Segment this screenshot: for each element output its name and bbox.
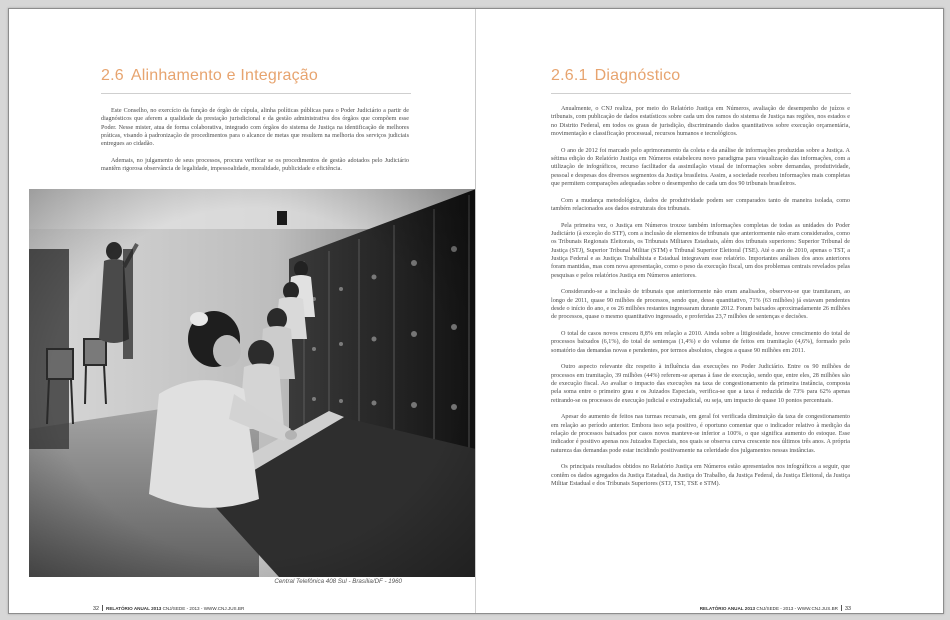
section-number: 2.6.1 [551,67,588,84]
paragraph: Ademais, no julgamento de seus processos, procura verificar se os procedimentos de gestão adotados pelo Judiciário mantêm rigorosa observância de legalidade, impessoalidade, moralidade, publicidade e eficiência. [101,158,409,173]
paragraph: Pela primeira vez, o Justiça em Números trouxe também informações completas de todas as unidades do Poder Judiciário (à exceção do STF), com a inclusão de elementos de tribunais que anteriormente não eram considerados, como os Tribunais Regionais Eleitorais, os Tribunais Militares Estaduais, além dos tribunais superiores: Superior Tribunal de Justiça (STJ), Superior Tribunal Militar (STM) e Tribunal Superior Eleitoral (TSE). Até o ano de 2010, apenas o TST, a Justiça Federal e as Justiças Trabalhista e Estadual integravam esse relatório. Importantes análises dos anos anteriores foram mantidas, mas com nova apresentação, como o peso da execução fiscal, um dos problemas centrais revelados pelas pesquisas e pelos relatórios Justiça em Números anteriores. [551,222,850,279]
magazine-spread [8,8,944,614]
paragraph: Este Conselho, no exercício da função de órgão de cúpula, alinha políticas públicas para o Poder Judiciário a partir de diagnósticos que aferem a qualidade da prestação jurisdicional e da gestão administrativa dos órgãos que compõem esse Poder. Nesse mister, atua de forma colaborativa, integrado com órgãos do sistema de Justiça na identificação de melhores práticas, visando à padronização de procedimentos para o alcance de metas que resultem na melhoria dos serviços judiciais entregues ao cidadão. [101,108,409,148]
footer-separator [841,605,842,611]
section-heading-2-6-1 [551,67,680,85]
historic-photo [29,189,476,577]
section-title: Alinhamento e Integração [130,67,318,84]
paragraph: Apesar do aumento de feitos nas turmas recursais, em geral foi verificada diminuição da taxa de congestionamento em relação ao período anterior. Embora isso seja positivo, é oportuno comentar que o indicador relativo à medição da relação de processos baixados por casos novos manteve-se inferior a 100%, o que significa aumento do estoque. Esse indicador é positivo apenas nos Juizados Especiais, nos quais se observa curva crescente nos últimos três anos. A própria natureza das demandas pode estar incidindo positivamente na celeridade dos julgamentos nessas instâncias. [551,414,850,454]
paragraph: Outro aspecto relevante diz respeito à influência das execuções no Poder Judiciário. Entre os 90 milhões de processos em tramitação, 39 milhões (44%) referem-se apenas à fase de execução, sendo que, entre eles, 28 milhões são de execução fiscal. Ao avaliar o impacto das execuções na taxa de congestionamento da primeira instância, composta pela soma entre o primeiro grau e os Juizados Especiais, verifica-se que a taxa é reduzida de 73% para 62% apenas retirando-se os processos de execução judicial e extrajudicial, ou seja, um impacto de quase 10 pontos percentuais. [551,364,850,404]
paragraph: Anualmente, o CNJ realiza, por meio do Relatório Justiça em Números, avaliação de desempenho de juízos e tribunais, com publicação de dados estatísticos sobre cada um dos ramos do sistema de Justiça nas regiões, nos estados e no Distrito Federal, em todos os graus de jurisdição, discriminando dados quantitativos sobre execução orçamentária, movimentação e classificação processual, recursos humanos e tecnológicos. [551,106,850,138]
section-heading-2-6 [101,67,318,85]
paragraph: O total de casos novos cresceu 8,8% em relação a 2010. Ainda sobre a litigiosidade, houve crescimento do total de processos baixados (6,1%), do total de sentenças (1,4%) e do volume de feitos em tramitação (4,6%), formado pelo somatório das demandas novas e pendentes, por termos absolutos, chegou a quase 90 milhões em 2011. [551,331,850,354]
section-title: Diagnóstico [594,67,681,84]
footer-separator [102,605,103,611]
report-title: RELATÓRIO ANUAL 2013 [106,606,162,611]
right-page [476,9,943,613]
heading-rule [551,93,851,94]
paragraph: Com a mudança metodológica, dados de produtividade podem ser comparados tanto de maneira isolada, como também relacionados aos dados estruturais dos tribunais. [551,197,850,213]
footer-org: CNJ/SEDE - 2013 - WWW.CNJ.JUS.BR [756,606,838,611]
right-footer [700,605,851,612]
page-number: 32 [93,606,99,612]
report-title: RELATÓRIO ANUAL 2013 [699,606,756,611]
photo-caption: Central Telefônica 408 Sul - Brasília/DF - 1960 [274,578,402,585]
left-footer [93,605,244,612]
section-number: 2.6 [101,67,124,84]
footer-org: CNJ/SEDE - 2013 - WWW.CNJ.JUS.BR [162,606,245,611]
left-page [9,9,475,613]
paragraph: Considerando-se a inclusão de tribunais que anteriormente não eram analisados, observou-se que tramitaram, ao longo de 2011, quase 90 milhões de processos, sendo que, desse quantitativo, 71% (63 milhões) já estavam pendentes desde o início do ano, e os 26 milhões restantes ingressaram durante 2012. Foram baixados aproximadamente 26 milhões de processos, quase o mesmo quantitativo ingressado, e proferidas 23,7 milhões de sentenças e decisões. [551,289,850,321]
paragraph: Os principais resultados obtidos no Relatório Justiça em Números estão apresentados nos infográficos a seguir, que contêm os dados agregados da Justiça Estadual, da Justiça do Trabalho, da Justiça Federal, da Justiça Eleitoral, da Justiça Militar Estadual e dos Tribunais Superiores (STJ, TST, TSE e STM). [551,464,850,488]
page-number: 33 [845,606,851,612]
right-body-text [551,105,850,497]
heading-rule [101,93,411,94]
paragraph: O ano de 2012 foi marcado pelo aprimoramento da coleta e da análise de informações produzidas sobre a Justiça. A sétima edição do Relatório Justiça em Números estabeleceu novo paradigma para visualização das informações, com a utilização de infográficos, recurso facilitador da assimilação visual de informações sobre demandas, produtividade, pessoal e despesas dos diversos segmentos da Justiça brasileira. Assim, a sociedade recebeu informações mais completas que permitem comparações adequadas sobre o desempenho de cada um dos 90 tribunais brasileiros. [551,147,850,188]
left-body-text [101,107,409,182]
